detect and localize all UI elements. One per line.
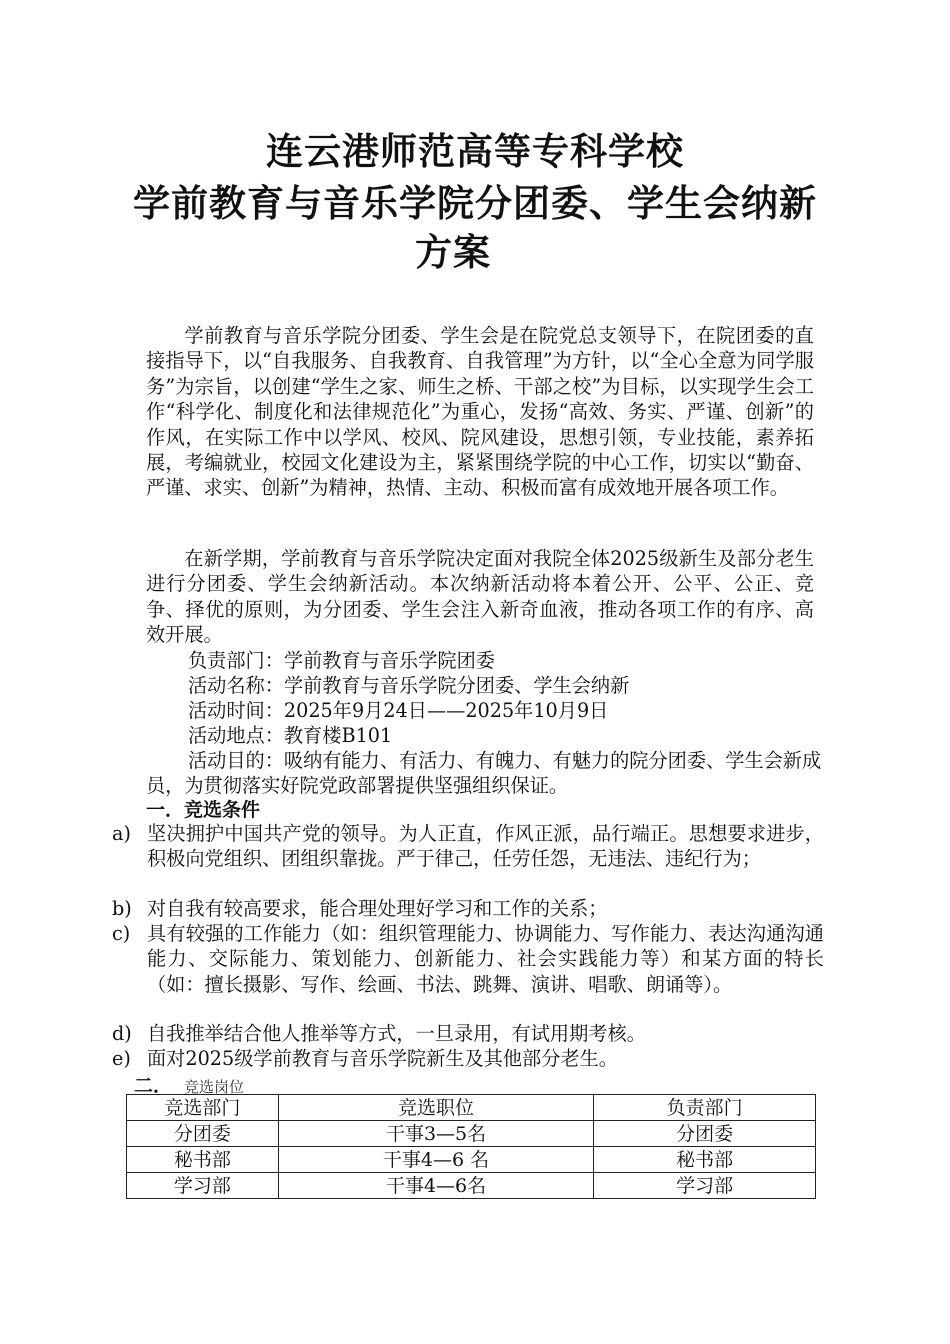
header-department: 竞选部门 <box>127 1095 279 1121</box>
activity-purpose <box>146 748 836 799</box>
plan-title-continued: 方案 <box>415 231 491 274</box>
positions-table <box>126 1094 816 1199</box>
condition-text: 具有较强的工作能力（如：组织管理能力、协调能力、写作能力、表达沟通沟通能力、交际能力、策划能力、创新能力、社会实践能力等）和某方面的特长（如：擅长摄影、写作、绘画、书法、跳舞、演讲、唱歌、朗诵等）。 <box>147 922 824 996</box>
table-cell: 分团委 <box>594 1121 816 1147</box>
section-number: 二． <box>134 1075 173 1097</box>
table-cell: 学习部 <box>127 1173 279 1199</box>
header-responsible: 负责部门 <box>594 1095 816 1121</box>
condition-item <box>112 896 824 921</box>
table-row <box>127 1121 816 1147</box>
table-cell: 干事3—5名 <box>278 1121 594 1147</box>
condition-text: 自我推举结合他人推举等方式，一旦录用，有试用期考核。 <box>147 1022 646 1045</box>
school-title: 连云港师范高等专科学校 <box>266 130 684 173</box>
condition-marker: e) <box>112 1047 131 1070</box>
activity-time: 活动时间：2025年9月24日——2025年10月9日 <box>188 699 609 722</box>
condition-marker: a) <box>112 822 131 845</box>
table-cell: 干事4—6名 <box>278 1173 594 1199</box>
condition-marker: b) <box>112 897 132 920</box>
condition-item <box>112 821 824 872</box>
condition-marker: c) <box>112 922 131 945</box>
table-row <box>127 1173 816 1199</box>
header-position: 竞选职位 <box>278 1095 594 1121</box>
condition-item <box>112 921 824 997</box>
section-heading-conditions: 一．竞选条件 <box>146 799 261 821</box>
condition-item <box>112 1021 824 1046</box>
table-cell: 干事4—6 名 <box>278 1147 594 1173</box>
table-cell: 分团委 <box>127 1121 279 1147</box>
intro-text-1: 学前教育与音乐学院分团委、学生会是在院党总支领导下，在院团委的直接指导下，以“自我服务、自我教育、自我管理”为方针，以“全心全意为同学服务”为宗旨，以创建“学生之家、师生之桥、干部之校”为目标，以实现学生会工作“科学化、制度化和法律规范化”为重心，发扬“高效、务实、严谨、创新”的作风，在实际工作中以学风、校风、院风建设，思想引领，专业技能，素养拓展，考编就业，校园文化建设为主，紧紧围绕学院的中心工作，切实以“勤奋、严谨、求实、创新”为精神，热情、主动、积极而富有成效地开展各项工作。 <box>146 324 814 500</box>
intro-text-2: 在新学期，学前教育与音乐学院决定面对我院全体2025级新生及部分老生进行分团委、学生会纳新活动。本次纳新活动将本着公开、公平、公正、竞争、择优的原则，为分团委、学生会注入新奇血液，推动各项工作的有序、高效开展。 <box>146 547 814 647</box>
activity-name: 活动名称：学前教育与音乐学院分团委、学生会纳新 <box>188 674 630 697</box>
table-cell: 学习部 <box>594 1173 816 1199</box>
section-subheading: 竞选岗位 <box>184 1078 245 1096</box>
table-cell: 秘书部 <box>127 1147 279 1173</box>
table-cell: 秘书部 <box>594 1147 816 1173</box>
intro-paragraph-1 <box>146 323 814 501</box>
condition-text: 面对2025级学前教育与音乐学院新生及其他部分老生。 <box>147 1047 618 1070</box>
table-row <box>127 1147 816 1173</box>
intro-paragraph-2 <box>146 546 814 648</box>
condition-marker: d) <box>112 1022 132 1045</box>
table-header-row <box>127 1095 816 1121</box>
activity-place: 活动地点：教育楼B101 <box>188 724 393 747</box>
responsible-department: 负责部门：学前教育与音乐学院团委 <box>188 649 495 672</box>
activity-purpose-text: 活动目的：吸纳有能力、有活力、有魄力、有魅力的院分团委、学生会新成员，为贯彻落实好院党政部署提供坚强组织保证。 <box>146 749 822 798</box>
condition-text: 对自我有较高要求，能合理处理好学习和工作的关系； <box>147 897 608 920</box>
condition-text: 坚决拥护中国共产党的领导。为人正直，作风正派，品行端正。思想要求进步，积极向党组织、团组织靠拢。严于律己，任劳任怨，无违法、违纪行为； <box>147 822 824 871</box>
plan-title: 学前教育与音乐学院分团委、学生会纳新 <box>133 182 817 225</box>
condition-item <box>112 1046 824 1071</box>
